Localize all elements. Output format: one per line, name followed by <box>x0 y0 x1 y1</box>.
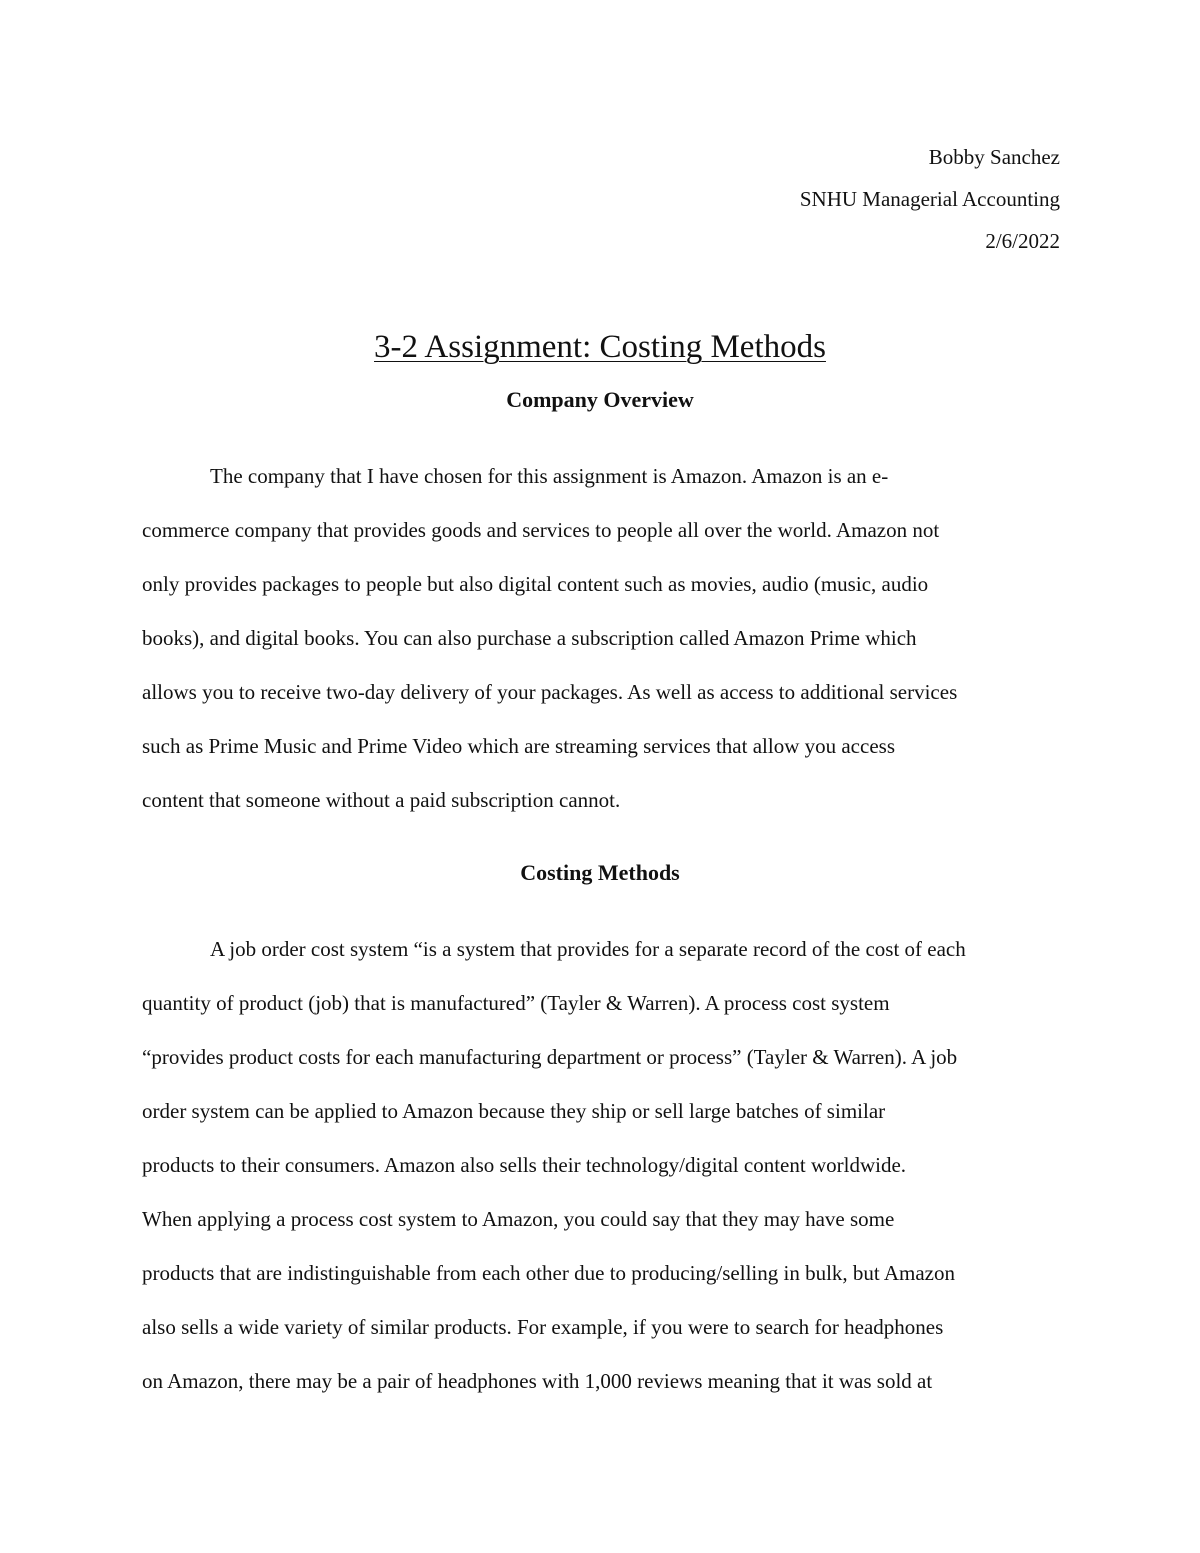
paragraph-line: The company that I have chosen for this assignment is Amazon. Amazon is an e- <box>210 464 889 488</box>
paragraph-line: also sells a wide variety of similar products. For example, if you were to search for headphones <box>142 1315 944 1339</box>
paragraph-line: products to their consumers. Amazon also sells their technology/digital content worldwide. <box>142 1153 907 1177</box>
paragraph-line: products that are indistinguishable from each other due to producing/selling in bulk, but Amazon <box>142 1261 955 1285</box>
heading-company-overview: Company Overview <box>506 387 694 412</box>
paragraph-line: A job order cost system “is a system that provides for a separate record of the cost of each <box>210 937 966 961</box>
paragraph-line: such as Prime Music and Prime Video which are streaming services that allow you access <box>142 734 895 758</box>
paragraph-line: content that someone without a paid subscription cannot. <box>142 788 621 812</box>
heading-costing-methods: Costing Methods <box>520 860 680 885</box>
course-name: SNHU Managerial Accounting <box>799 187 1060 211</box>
document-title: 3-2 Assignment: Costing Methods <box>374 329 826 365</box>
paragraph-line: on Amazon, there may be a pair of headphones with 1,000 reviews meaning that it was sold at <box>142 1369 933 1393</box>
submission-date: 2/6/2022 <box>985 229 1060 253</box>
paragraph-line: quantity of product (job) that is manufactured” (Tayler & Warren). A process cost system <box>142 991 890 1015</box>
author-name: Bobby Sanchez <box>928 145 1060 169</box>
paragraph-line: allows you to receive two-day delivery of your packages. As well as access to additional services <box>142 680 958 704</box>
paragraph-line: only provides packages to people but also digital content such as movies, audio (music, audio <box>142 572 929 596</box>
paragraph-line: commerce company that provides goods and services to people all over the world. Amazon not <box>142 518 940 542</box>
paragraph-line: When applying a process cost system to Amazon, you could say that they may have some <box>142 1207 895 1231</box>
paragraph-line: order system can be applied to Amazon because they ship or sell large batches of similar <box>142 1099 886 1123</box>
paragraph-line: books), and digital books. You can also purchase a subscription called Amazon Prime which <box>142 626 917 650</box>
paragraph-line: “provides product costs for each manufacturing department or process” (Tayler & Warren). A job <box>142 1045 958 1069</box>
